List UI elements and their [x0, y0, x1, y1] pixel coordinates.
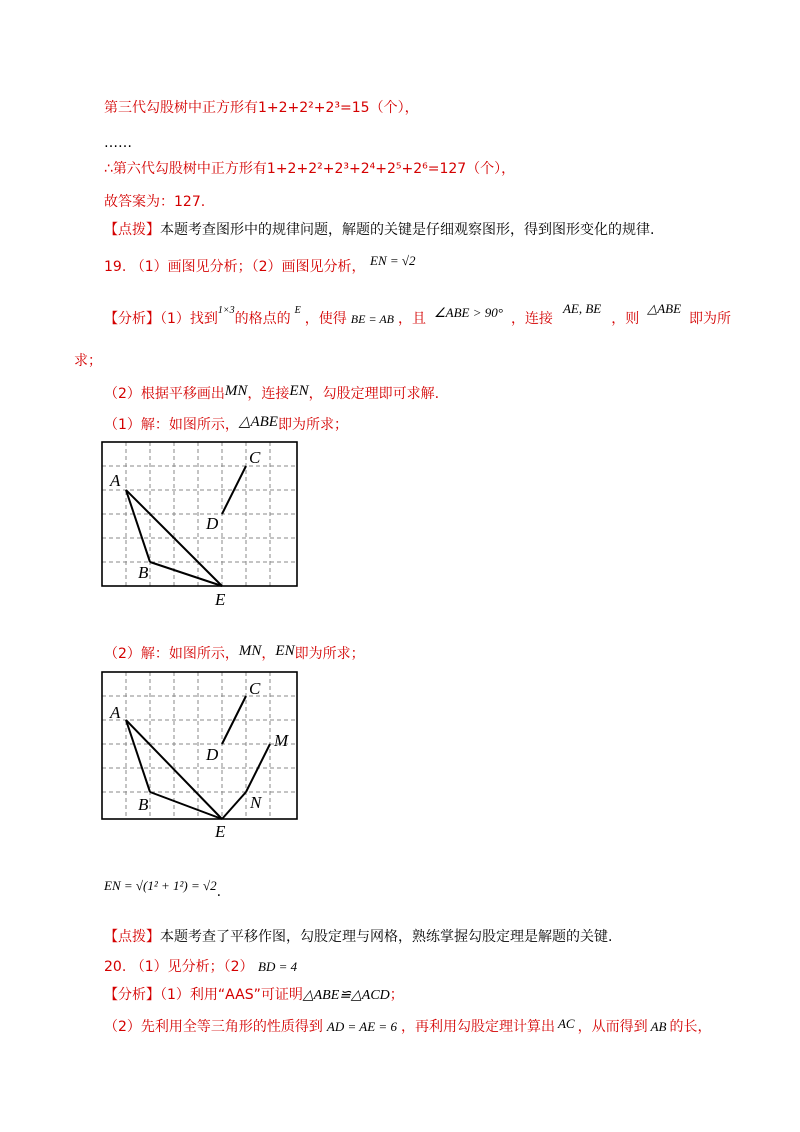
- text: 的长，: [669, 1019, 712, 1035]
- math: AD = AE = 6: [326, 1019, 397, 1034]
- tip-text: 本题考查图形中的规律问题，解题的关键是仔细观察图形，得到图形变化的规律.: [160, 222, 655, 238]
- math: AC: [557, 1016, 575, 1031]
- tip-line-1: [104, 221, 654, 239]
- text: ，从而得到: [577, 1019, 648, 1035]
- text: （2）解：如图所示，: [104, 646, 239, 662]
- analysis-tag: 【分析】: [104, 987, 160, 1003]
- label-m: M: [274, 731, 289, 750]
- text: ∴第六代勾股树中正方形有: [104, 161, 267, 177]
- text: （1）解：如图所示，: [104, 417, 239, 433]
- math: △ABE≌△ACD: [302, 988, 390, 1003]
- text: ，再利用勾股定理计算出: [400, 1019, 555, 1035]
- analysis-tag: 【分析】: [104, 311, 160, 327]
- math: △ABE: [238, 414, 278, 430]
- text: 即为所求；: [277, 417, 348, 433]
- segment-en: [222, 792, 246, 819]
- question-summary: （1）画图见分析；（2）画图见分析，: [130, 259, 366, 275]
- text: （2）先利用全等三角形的性质得到: [104, 1019, 323, 1035]
- text: ，: [261, 646, 276, 662]
- math: EN: [275, 643, 295, 659]
- label-c: C: [249, 679, 261, 698]
- text: 的格点的: [234, 311, 291, 327]
- analysis-3: [104, 986, 404, 1005]
- analysis-1: [104, 301, 732, 330]
- line-sixth-generation: [104, 160, 515, 178]
- math: △ABE: [647, 301, 682, 316]
- label-e: E: [215, 822, 226, 840]
- label-d: D: [206, 514, 219, 533]
- text: （1）利用“AAS”可证明: [160, 987, 303, 1003]
- text: 第三代勾股树中正方形有: [104, 100, 258, 116]
- math: 1×3: [217, 305, 235, 316]
- text: ，勾股定理即可求解.: [308, 386, 440, 402]
- text: ，使得: [304, 311, 347, 327]
- en-formula: EN = √(1² + 1²) = √2: [104, 878, 217, 893]
- figure-2: [90, 660, 310, 840]
- tip-tag: 【点拨】: [104, 929, 160, 945]
- analysis-4: [104, 1018, 711, 1036]
- segment-be: [150, 792, 222, 819]
- text: （2）根据平移画出: [104, 386, 225, 402]
- segment-ab: [126, 720, 150, 792]
- math-en: EN = √2: [370, 253, 416, 268]
- math: ∠ABE > 90°: [433, 305, 503, 320]
- label-c: C: [249, 448, 261, 467]
- label-b: B: [138, 795, 149, 814]
- question-summary: （1）见分析；（2）: [130, 959, 254, 975]
- text: ，则: [611, 311, 640, 327]
- analysis-1-cont: 求；: [74, 353, 102, 369]
- math: EN: [289, 383, 309, 399]
- label-e: E: [215, 590, 226, 609]
- math: MN: [224, 383, 248, 399]
- tip-text: 本题考查了平移作图，勾股定理与网格，熟练掌握勾股定理是解题的关键.: [160, 929, 613, 945]
- expression: 1+2+2²+2³=15（个），: [258, 100, 419, 116]
- expression: 1+2+2²+2³+2⁴+2⁵+2⁶=127（个），: [266, 161, 516, 177]
- question-number: 19.: [104, 259, 127, 275]
- label-n: N: [250, 793, 262, 812]
- text: ，连接: [247, 386, 290, 402]
- en-formula-dot: .: [216, 884, 222, 900]
- text: ，且: [397, 311, 426, 327]
- analysis-2: [104, 385, 439, 403]
- math: E: [294, 305, 301, 316]
- label-d: D: [206, 745, 219, 764]
- math-bd: BD = 4: [258, 959, 298, 974]
- tip-line-2: [104, 928, 612, 946]
- en-formula-line: [104, 877, 222, 900]
- label-a: A: [110, 471, 121, 490]
- line-third-generation: [104, 99, 419, 117]
- text: ；: [389, 987, 404, 1003]
- figure-1: [90, 430, 310, 610]
- math: AB: [650, 1019, 667, 1034]
- question-20-heading: [104, 958, 297, 976]
- question-number: 20.: [104, 959, 127, 975]
- label-b: B: [138, 563, 149, 582]
- math: BE = AB: [350, 312, 394, 326]
- tip-tag: 【点拨】: [104, 222, 160, 238]
- answer-line: 故答案为：127.: [104, 194, 206, 210]
- math: AE, BE: [562, 301, 602, 316]
- text: （1）找到: [160, 311, 218, 327]
- question-19-heading: [104, 253, 416, 276]
- text: ，连接: [510, 311, 553, 327]
- text: 即为所求；: [294, 646, 365, 662]
- label-a: A: [110, 703, 121, 722]
- ellipsis: ……: [104, 135, 132, 151]
- math: MN: [238, 643, 262, 659]
- text: 即为所: [689, 311, 732, 327]
